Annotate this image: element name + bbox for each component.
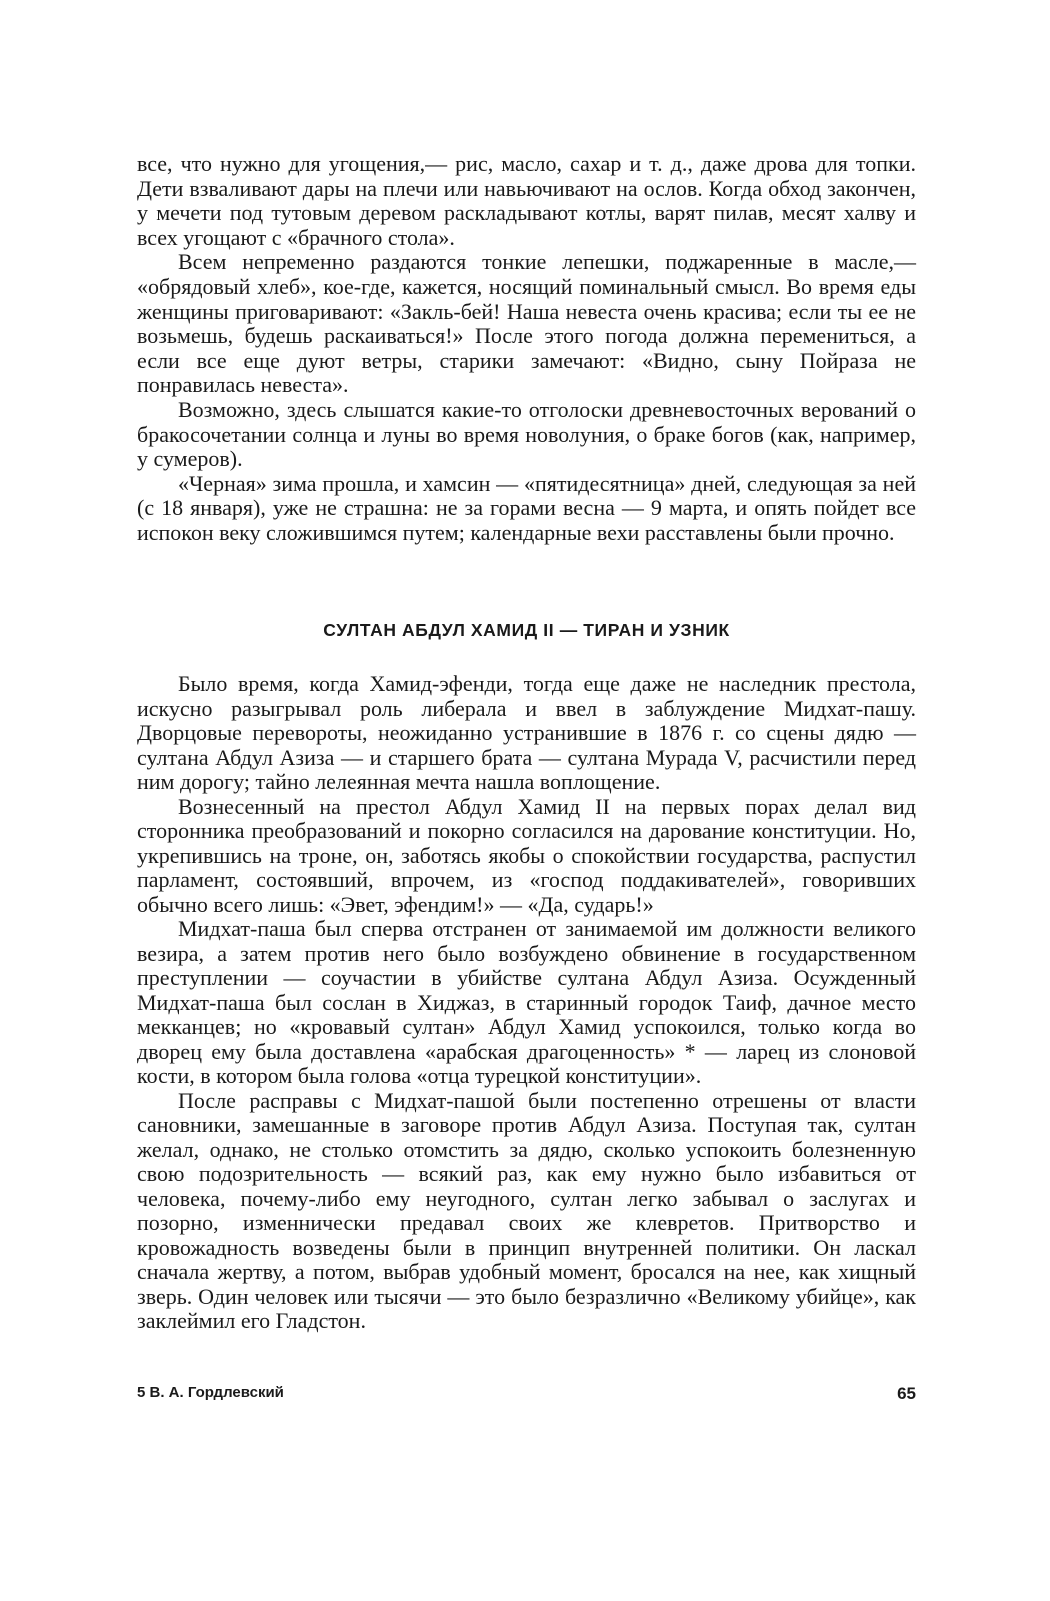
- paragraph: Вознесенный на престол Абдул Хамид II на первых порах делал вид сторонника преобразований и покорно согласился на дарование конституции. Но, укрепившись на троне, он, заботясь якобы о спокойствии государства, распустил парламент, состоявший, впрочем, из «господ поддакивателей», говоривших обычно всего лишь: «Эвет, эфендим!» — «Да, сударь!»: [137, 793, 916, 917]
- paragraph: «Черная» зима прошла, и хамсин — «пятидесятница» дней, следующая за ней (с 18 января), уже не страшна: не за горами весна — 9 марта, и опять пойдет все испокон веку сложившимся путем; календарные вехи расставлены были прочно.: [137, 470, 916, 545]
- intro-text: [137, 152, 916, 546]
- paragraph: После расправы с Мидхат-пашой были постепенно отрешены от власти сановники, замешанные в заговоре против Абдул Азиза. Поступая так, султан желал, однако, не столько отомстить за дядю, сколько успокоить болезненную свою подозрительность — всякий раз, как ему нужно было избавиться от человека, почему-либо ему неугодного, султан легко забывал о заслугах и позорно, изменнически предавал своих же клевретов. Притворство и кровожадность возведены были в принцип внутренней политики. Он ласкал сначала жертву, а потом, выбрав удобный момент, бросался на нее, как хищный зверь. Один человек или тысячи — это было безразлично «Великому убийце», как заклеймил его Гладстон.: [137, 1087, 916, 1333]
- page-footer: [137, 1384, 916, 1410]
- paragraph: Мидхат-паша был сперва отстранен от занимаемой им должности великого везира, а затем против него было возбуждено обвинение в государственном преступлении — соучастии в убийстве султана Абдул Азиза. Осужденный Мидхат-паша был сослан в Хиджаз, в старинный городок Таиф, дачное место мекканцев; но «кровавый султан» Абдул Хамид успокоился, только когда во дворец ему была доставлена «арабская драгоценность» * — ларец из слоновой кости, в котором была голова «отца турецкой конституции».: [137, 916, 916, 1088]
- paragraph: все, что нужно для угощения,— рис, масло, сахар и т. д., даже дрова для топки. Дети взваливают дары на плечи или навьючивают на ослов. Когда обход закончен, у мечети под тутовым деревом раскладывают котлы, варят пилав, месят халву и всех угощают с «брачного стола».: [137, 151, 916, 250]
- signature-mark: 5 В. А. Гордлевский: [137, 1384, 284, 1401]
- page-number: 65: [897, 1384, 916, 1403]
- paragraph: Возможно, здесь слышатся какие-то отголоски древневосточных верований о бракосочетании солнца и луны во время новолуния, о браке богов (как, например, у сумеров).: [137, 396, 916, 472]
- section-heading: СУЛТАН АБДУЛ ХАМИД II — ТИРАН И УЗНИК: [323, 620, 730, 640]
- paragraph: Всем непременно раздаются тонкие лепешки, поджаренные в масле,— «обрядовый хлеб», кое-где, кажется, носящий поминальный смысл. Во время еды женщины приговаривают: «Закль-бей! Наша невеста очень красива; если ты ее не возьмешь, будешь раскаиваться!» После этого погода должна перемениться, а если все еще дуют ветры, старики замечают: «Видно, сыну Пойраза не понравилась невеста».: [137, 249, 916, 398]
- paragraph: Было время, когда Хамид-эфенди, тогда еще даже не наследник престола, искусно разыгрывал роль либерала и ввел в заблуждение Мидхат-пашу. Дворцовые перевороты, неожиданно устранившие в 1876 г. со сцены дядю — султана Абдул Азиза — и старшего брата — султана Мурада V, расчистили перед ним дорогу; тайно лелеянная мечта нашла воплощение.: [137, 671, 916, 794]
- section-text: [137, 672, 916, 1334]
